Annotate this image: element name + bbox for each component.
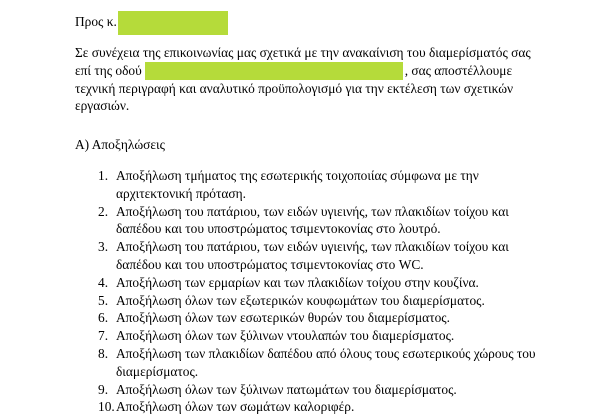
list-item-line: Αποξήλωση όλων των ξύλινων ντουλαπών του διαμερίσματος. bbox=[116, 328, 455, 344]
list-item-line: δαπέδου και του υποστρώματος τσιμεντοκονίας στο WC. bbox=[116, 256, 424, 272]
list-item-number: 2. bbox=[98, 203, 109, 219]
list-item-text bbox=[116, 203, 578, 239]
list-item-text bbox=[116, 167, 578, 203]
list-item-number: 6. bbox=[98, 310, 109, 326]
list-item bbox=[98, 381, 578, 399]
redacted-recipient-name bbox=[118, 11, 228, 35]
list-item-number: 10. bbox=[98, 399, 115, 415]
list-item-number: 7. bbox=[98, 328, 109, 344]
list-item-number: 8. bbox=[98, 345, 109, 361]
list-item bbox=[98, 238, 578, 274]
list-item bbox=[98, 203, 578, 239]
list-item-number: 4. bbox=[98, 274, 109, 290]
redacted-street-address bbox=[145, 62, 403, 80]
list-item-line: Αποξήλωση όλων των εξωτερικών κουφωμάτων του διαμερίσματος. bbox=[116, 292, 485, 308]
list-item-text bbox=[116, 345, 578, 381]
demolition-list bbox=[98, 167, 578, 416]
list-item-line: δαπέδου και του υποστρώματος τσιμεντοκονίας στο λουτρό. bbox=[116, 221, 441, 237]
list-item-number: 1. bbox=[98, 168, 109, 183]
intro-line bbox=[75, 44, 575, 62]
list-item-line: Αποξήλωση τμήματος της εσωτερικής τοιχοποιίας σύμφωνα με την bbox=[116, 168, 479, 183]
list-item-text bbox=[116, 274, 578, 292]
list-item bbox=[98, 167, 578, 203]
list-item-text bbox=[116, 238, 578, 274]
list-item-text bbox=[116, 292, 578, 310]
intro-text: τεχνική περιγραφή και αναλυτικό προϋπολογισμό για την εκτέλεση των σχετικών bbox=[75, 80, 514, 96]
list-item-line: Αποξήλωση των ερμαρίων και των πλακιδίων τοίχου στην κουζίνα. bbox=[116, 274, 479, 290]
list-item-line: αρχιτεκτονική πρόταση. bbox=[116, 185, 246, 201]
list-item bbox=[98, 327, 578, 345]
intro-text: εργασιών. bbox=[75, 98, 130, 114]
list-item-number: 9. bbox=[98, 381, 109, 397]
list-item-number: 3. bbox=[98, 239, 109, 255]
list-item bbox=[98, 309, 578, 327]
list-item-line: διαμερίσματος. bbox=[116, 363, 199, 379]
intro-line bbox=[75, 62, 575, 80]
list-item-line: Αποξήλωση του πατάριου, των ειδών υγιεινής, των πλακιδίων τοίχου και bbox=[116, 239, 509, 255]
salutation-prefix: Προς κ. bbox=[75, 14, 117, 29]
list-item-number: 5. bbox=[98, 292, 109, 308]
list-item-line: Αποξήλωση όλων των ξύλινων πατωμάτων του διαμερίσματος. bbox=[116, 381, 457, 397]
list-item-text bbox=[116, 327, 578, 345]
intro-text: επί της οδού bbox=[75, 62, 142, 78]
list-item-text bbox=[116, 398, 578, 416]
list-item bbox=[98, 398, 578, 416]
intro-line bbox=[75, 97, 575, 115]
salutation-line bbox=[75, 11, 228, 35]
intro-text: , σας αποστέλλουμε bbox=[404, 62, 513, 78]
list-item-line: Αποξήλωση όλων των εσωτερικών θυρών του διαμερίσματος. bbox=[116, 310, 450, 326]
section-heading: Α) Αποξηλώσεις bbox=[75, 137, 165, 152]
list-item-text bbox=[116, 381, 578, 399]
intro-text: Σε συνέχεια της επικοινωνίας μας σχετικά με την ανακαίνιση του διαμερίσματός σας bbox=[75, 45, 531, 60]
list-item-line: Αποξήλωση όλων των σωμάτων καλοριφέρ. bbox=[116, 399, 355, 415]
list-item-text bbox=[116, 309, 578, 327]
list-item-line: Αποξήλωση του πατάριου, των ειδών υγιεινής, των πλακιδίων τοίχου και bbox=[116, 203, 509, 219]
intro-paragraph bbox=[75, 44, 575, 115]
list-item-line: Αποξήλωση των πλακιδίων δαπέδου από όλους τους εσωτερικούς χώρους του bbox=[116, 345, 536, 361]
list-item bbox=[98, 292, 578, 310]
list-item bbox=[98, 274, 578, 292]
intro-line bbox=[75, 80, 575, 98]
list-item bbox=[98, 345, 578, 381]
